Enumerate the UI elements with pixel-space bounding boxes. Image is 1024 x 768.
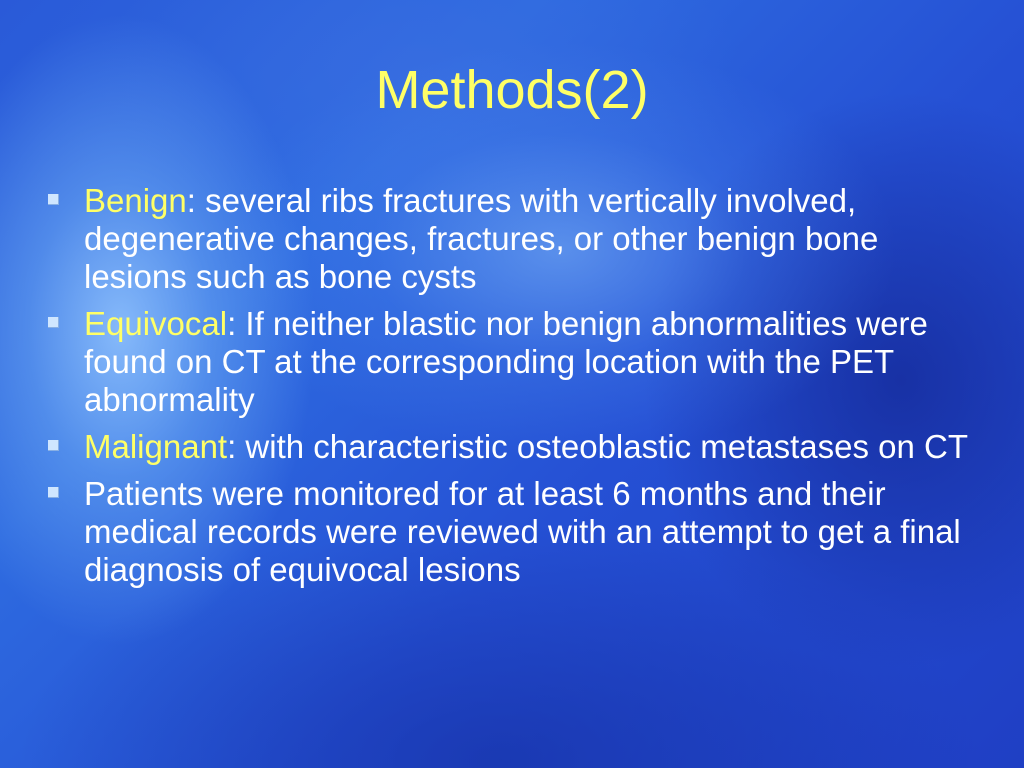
bullet-text: : If neither blastic nor benign abnormalities were found on CT at the corresponding location with the PET abnormality — [84, 305, 928, 418]
bullet-term: Benign — [84, 182, 187, 219]
bullet-term: Malignant — [84, 428, 228, 465]
bullet-text: : with characteristic osteoblastic metastases on CT — [227, 428, 969, 465]
bullet-term: Equivocal — [84, 305, 228, 342]
bullet-item-malignant — [44, 428, 984, 466]
bullet-item-equivocal — [44, 305, 984, 419]
bullet-text: : several ribs fractures with vertically involved, degenerative changes, fractures, or other benign bone lesions such as bone cysts — [84, 182, 879, 295]
square-bullet-icon — [48, 194, 59, 205]
bullet-item-followup — [44, 475, 984, 589]
square-bullet-icon — [48, 487, 59, 498]
slide-title: Methods(2) — [375, 60, 649, 120]
bullet-list — [44, 182, 984, 598]
square-bullet-icon — [48, 440, 59, 451]
square-bullet-icon — [48, 317, 59, 328]
bullet-text: Patients were monitored for at least 6 months and their medical records were reviewed with an attempt to get a final diagnosis of equivocal lesions — [84, 475, 961, 588]
bullet-item-benign — [44, 182, 984, 296]
